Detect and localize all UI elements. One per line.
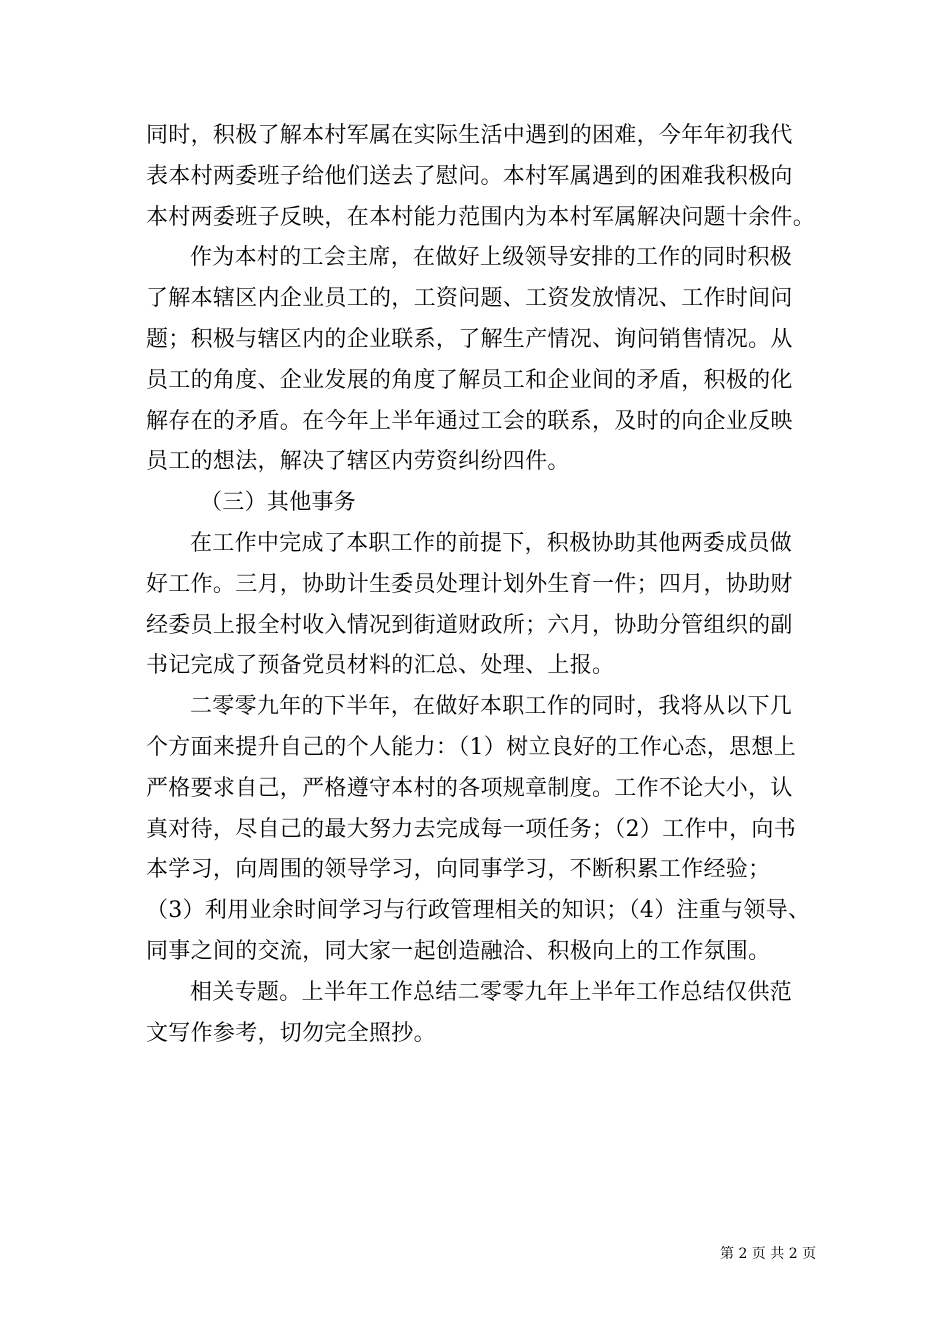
paragraph-start-line: 在工作中完成了本职工作的前提下，积极协助其他两委成员做 xyxy=(190,530,793,556)
paragraph-start-line: 作为本村的工会主席，在做好上级领导安排的工作的同时积极 xyxy=(190,245,793,271)
text-line: 文写作参考，切勿完全照抄。 xyxy=(146,1020,436,1046)
page-number-footer: 第 2 页 共 2 页 xyxy=(720,1246,817,1262)
text-line: 同事之间的交流，同大家一起创造融洽、积极向上的工作氛围。 xyxy=(146,938,771,964)
text-line: 真对待，尽自己的最大努力去完成每一项任务；（2）工作中，向书 xyxy=(146,816,796,842)
text-line: 同时，积极了解本村军属在实际生活中遇到的困难，今年年初我代 xyxy=(146,123,793,148)
paragraph-start-line: 相关专题。上半年工作总结二零零九年上半年工作总结仅供范 xyxy=(190,979,793,1005)
text-line: 题；积极与辖区内的企业联系，了解生产情况、询问销售情况。从 xyxy=(146,326,793,352)
text-line: 员工的角度、企业发展的角度了解员工和企业间的矛盾，积极的化 xyxy=(146,367,793,393)
text-line: 本学习，向周围的领导学习，向同事学习，不断积累工作经验； xyxy=(146,857,771,883)
text-line: 书记完成了预备党员材料的汇总、处理、上报。 xyxy=(146,653,615,679)
section-heading: （三）其他事务 xyxy=(200,490,357,516)
text-line: 好工作。三月，协助计生委员处理计划外生育一件；四月，协助财 xyxy=(146,571,793,597)
text-line: 了解本辖区内企业员工的，工资问题、工资发放情况、工作时间问 xyxy=(146,286,793,312)
text-line: 员工的想法，解决了辖区内劳资纠纷四件。 xyxy=(146,449,570,475)
text-line: 解存在的矛盾。在今年上半年通过工会的联系，及时的向企业反映 xyxy=(146,408,793,434)
document-body xyxy=(146,116,826,1054)
text-line: 严格要求自己，严格遵守本村的各项规章制度。工作不论大小，认 xyxy=(146,775,793,801)
text-line: 经委员上报全村收入情况到街道财政所；六月，协助分管组织的副 xyxy=(146,612,793,638)
text-line: 表本村两委班子给他们送去了慰问。本村军属遇到的困难我积极向 xyxy=(146,163,793,189)
text-line: 个方面来提升自己的个人能力：（1）树立良好的工作心态，思想上 xyxy=(146,734,796,760)
paragraph-start-line: 二零零九年的下半年，在做好本职工作的同时，我将从以下几 xyxy=(190,694,793,720)
text-line: 本村两委班子反映，在本村能力范围内为本村军属解决问题十余件。 xyxy=(146,204,816,230)
text-line: （3）利用业余时间学习与行政管理相关的知识；（4）注重与领导、 xyxy=(146,898,811,924)
